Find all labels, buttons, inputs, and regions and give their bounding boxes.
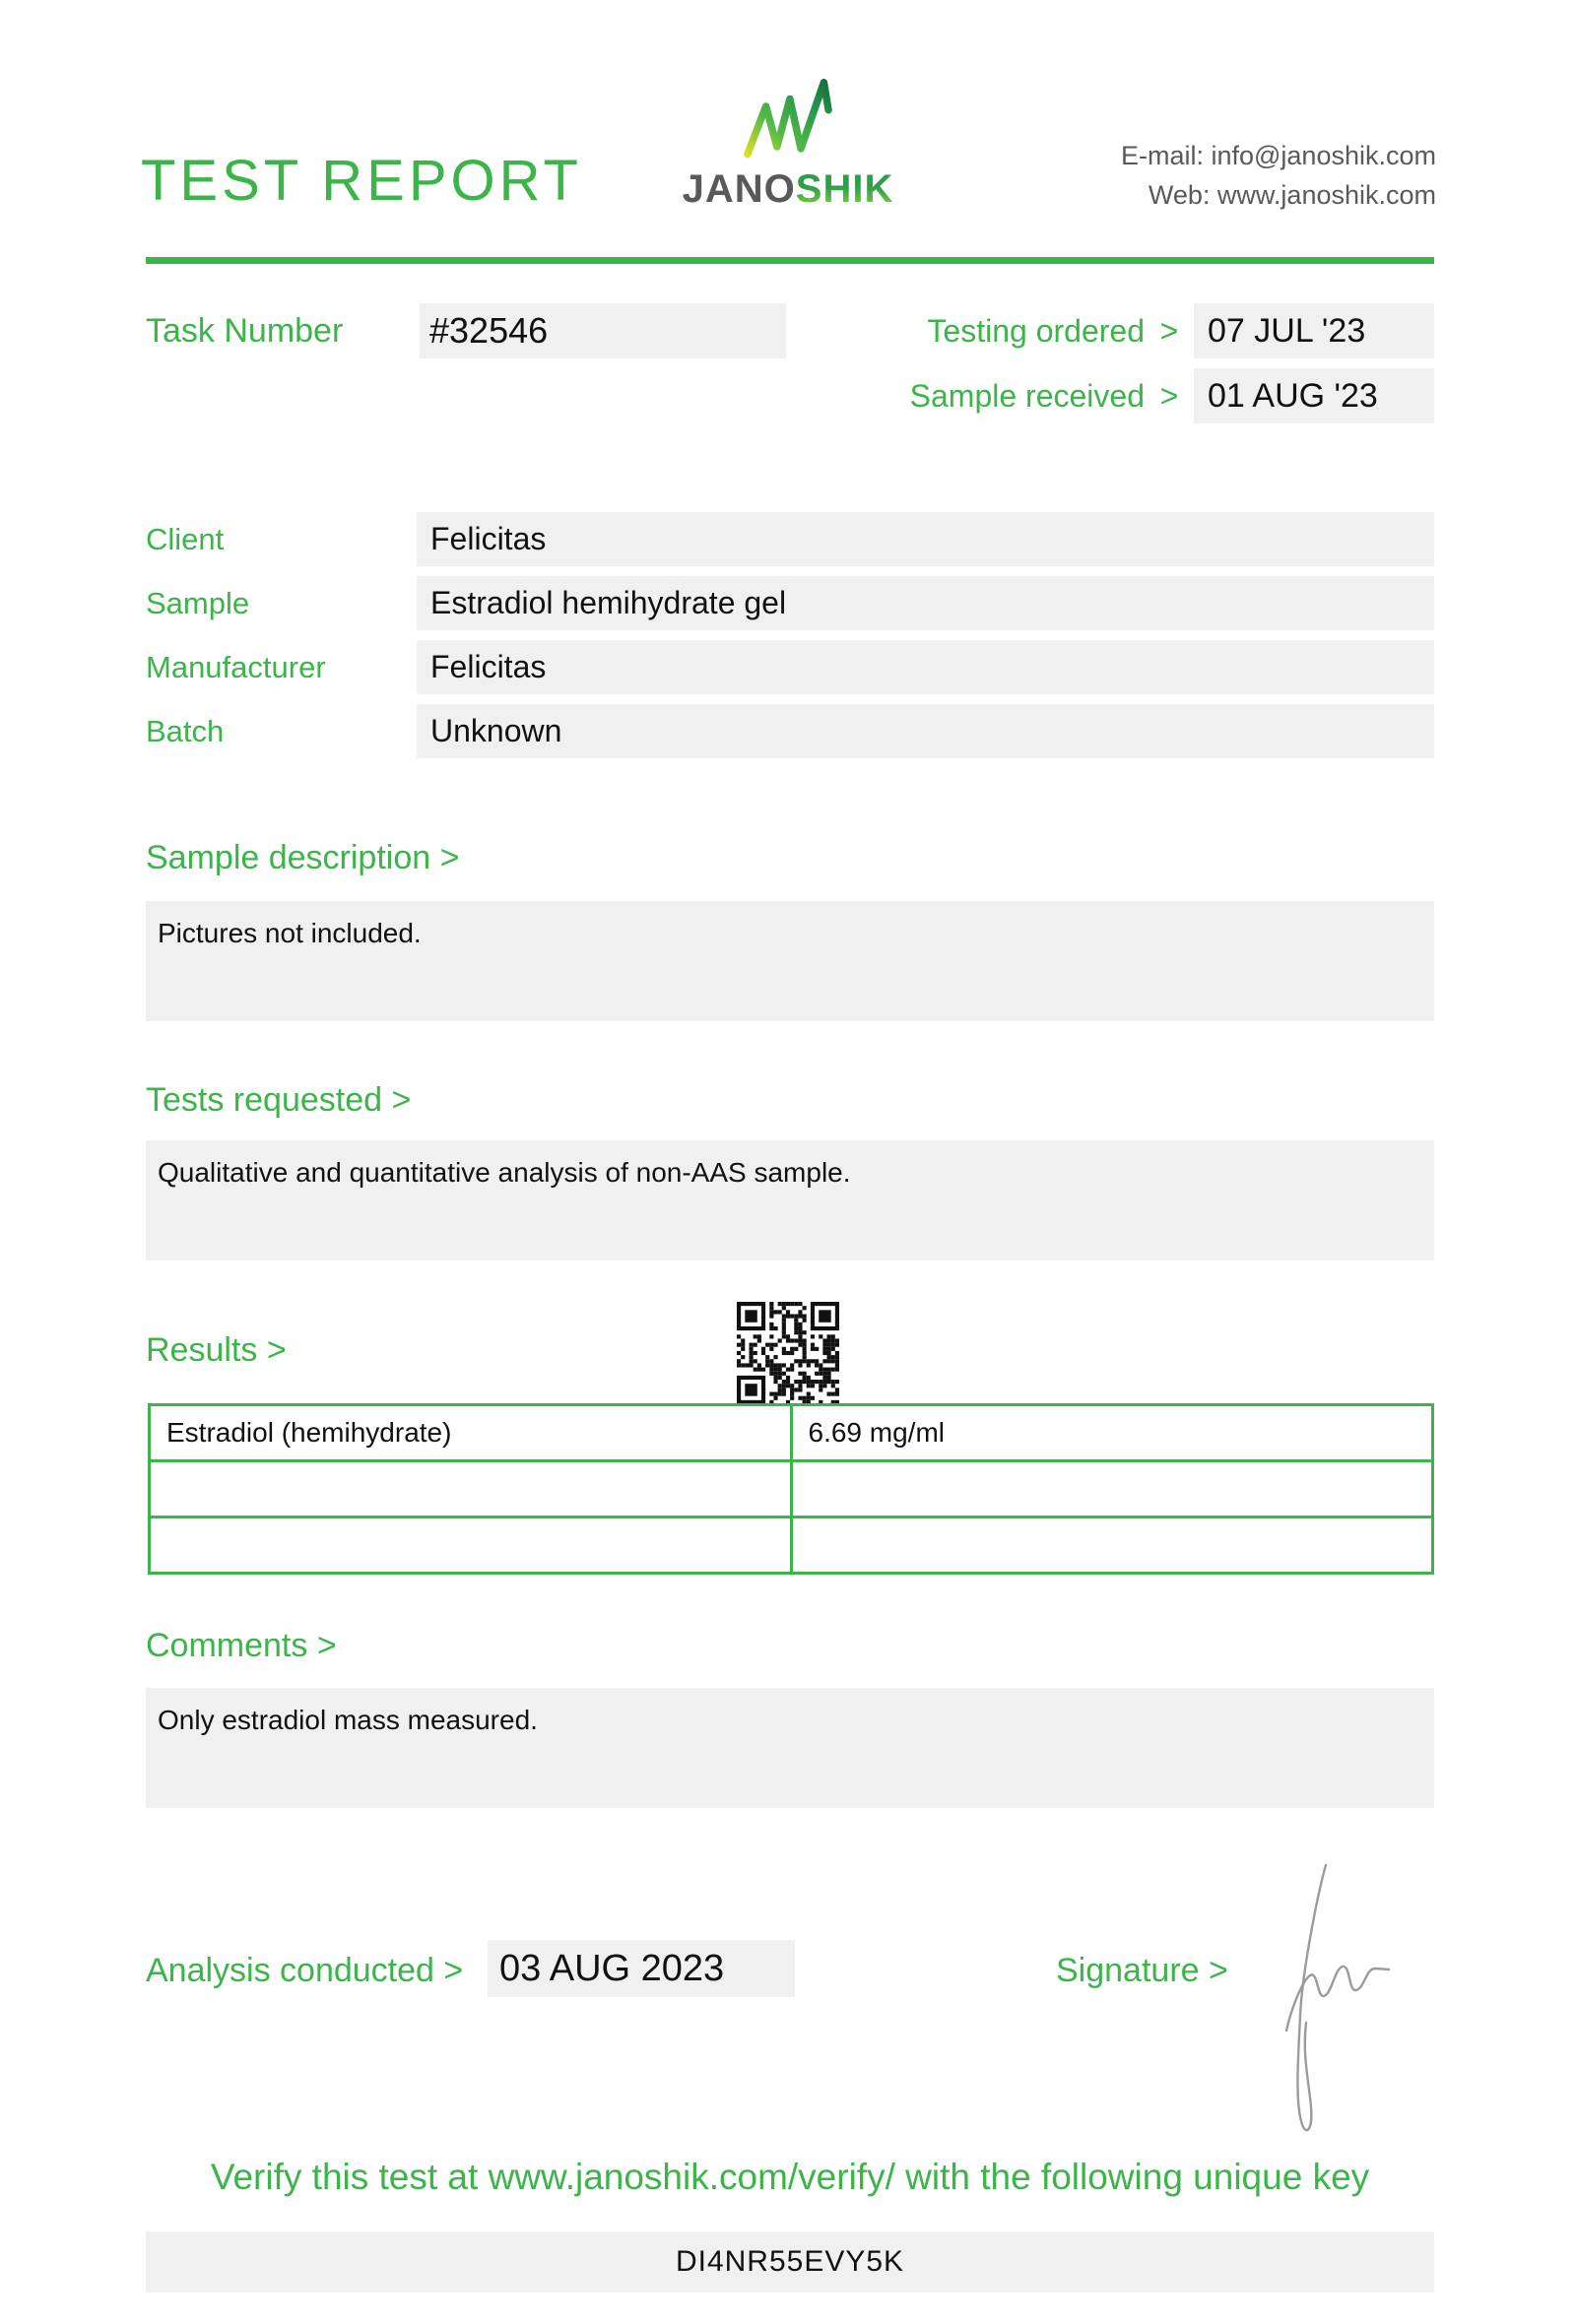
client-label: Client (146, 522, 225, 556)
task-number-box (420, 303, 786, 358)
sample-value-box (417, 576, 1434, 630)
header-divider (146, 257, 1434, 264)
sample-value: Estradiol hemihydrate gel (430, 585, 787, 620)
logo (680, 79, 896, 212)
verify-instruction: Verify this test at www.janoshik.com/verify/ with the following unique key (210, 2157, 1370, 2197)
arrow-glyph: > (1159, 377, 1179, 414)
logo-chart-icon (741, 79, 835, 161)
tests-requested-heading: Tests requested > (146, 1081, 412, 1119)
task-number-label: Task Number (146, 312, 344, 350)
analysis-conducted-label: Analysis conducted > (146, 1952, 464, 1989)
sample-label: Sample (146, 586, 250, 620)
results-heading: Results > (146, 1331, 287, 1369)
comments-heading: Comments > (146, 1627, 337, 1664)
batch-value-box (417, 704, 1434, 758)
sample-received-row (910, 368, 1434, 423)
batch-label: Batch (146, 714, 225, 748)
results-table-row (150, 1405, 1433, 1461)
testing-ordered-row (927, 303, 1434, 358)
manufacturer-value: Felicitas (430, 649, 547, 684)
sample-received-value: 01 AUG '23 (1208, 377, 1378, 415)
results-table-row (150, 1517, 1433, 1574)
result-analyte-cell (150, 1461, 792, 1517)
result-value-cell (791, 1517, 1433, 1574)
batch-value: Unknown (430, 713, 562, 748)
info-row-batch (146, 704, 1434, 758)
result-analyte-cell: Estradiol (hemihydrate) (150, 1405, 792, 1461)
comments-text: Only estradiol mass measured. (158, 1705, 538, 1735)
result-value-cell (791, 1461, 1433, 1517)
signature-label: Signature > (1056, 1952, 1228, 1989)
result-value-cell: 6.69 mg/ml (791, 1405, 1433, 1461)
signature-scribble (1269, 1853, 1397, 2139)
logo-wordmark (680, 167, 896, 212)
results-table (148, 1403, 1434, 1575)
manufacturer-label: Manufacturer (146, 650, 326, 684)
contact-web: Web: www.janoshik.com (1148, 180, 1436, 210)
sample-description-heading: Sample description > (146, 839, 460, 876)
info-row-manufacturer (146, 640, 1434, 694)
testing-ordered-box (1194, 303, 1434, 358)
manufacturer-value-box (417, 640, 1434, 694)
comments-box (146, 1688, 1434, 1808)
qr-code (737, 1302, 839, 1404)
arrow-glyph: > (1159, 312, 1179, 349)
task-number-value: #32546 (429, 310, 549, 351)
contact-email: E-mail: info@janoshik.com (1120, 141, 1436, 170)
testing-ordered-label: Testing ordered (927, 312, 1145, 349)
contact-block (1121, 136, 1436, 215)
client-value: Felicitas (430, 521, 547, 556)
sample-description-box (146, 901, 1434, 1021)
client-value-box (417, 512, 1434, 566)
logo-jano-text: JANO (682, 167, 796, 211)
analysis-date-value: 03 AUG 2023 (499, 1948, 725, 1989)
results-table-row (150, 1461, 1433, 1517)
result-analyte-cell (150, 1517, 792, 1574)
testing-ordered-value: 07 JUL '23 (1208, 312, 1366, 350)
tests-requested-box (146, 1140, 1434, 1260)
page-title: TEST REPORT (141, 149, 582, 213)
info-row-sample (146, 576, 1434, 630)
analysis-date-box (488, 1940, 795, 1997)
verify-key-value: DI4NR55EVY5K (675, 2245, 905, 2278)
sample-received-label: Sample received (909, 377, 1145, 414)
tests-requested-text: Qualitative and quantitative analysis of non-AAS sample. (158, 1157, 851, 1188)
sample-received-box (1194, 368, 1434, 423)
info-row-client (146, 512, 1434, 566)
verify-key-box (146, 2231, 1434, 2292)
logo-shik-text: SHIK (795, 167, 894, 211)
sample-description-text: Pictures not included. (158, 918, 422, 948)
